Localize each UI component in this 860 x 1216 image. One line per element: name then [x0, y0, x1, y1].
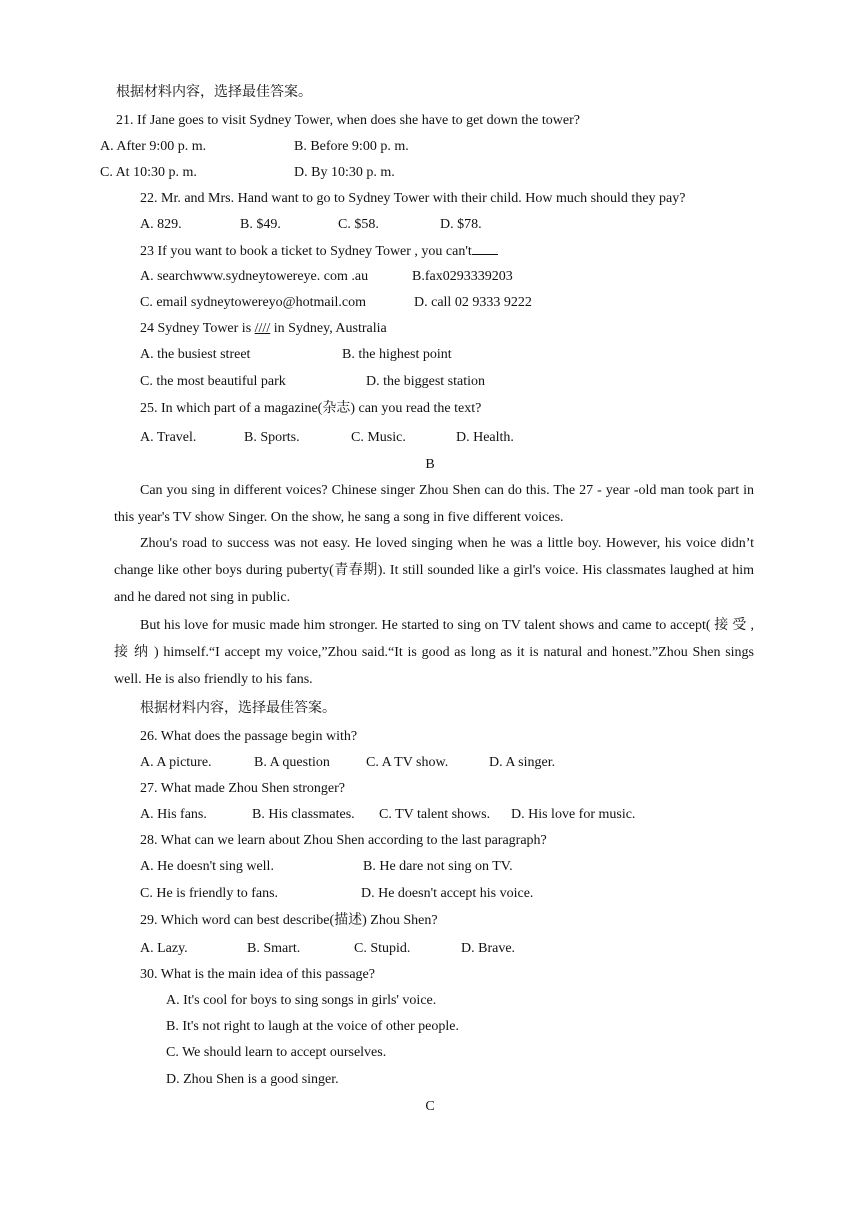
question-27-stem: 27. What made Zhou Shen stronger?: [140, 781, 346, 796]
question-25-option-d: D. Health.: [456, 430, 514, 445]
question-25-stem: 25. In which part of a magazine(杂志) can you read the text?: [140, 401, 482, 416]
question-28-option-b: B. He dare not sing on TV.: [363, 859, 513, 874]
instruction-b: 根据材料内容，选择最佳答案。: [140, 701, 336, 716]
question-24-blank: ////: [254, 321, 271, 336]
question-23-option-d: D. call 02 9333 9222: [414, 295, 532, 310]
question-23-option-c: C. email sydneytowereyo@hotmail.com: [140, 295, 366, 310]
answer-blank: [472, 242, 498, 255]
question-28-option-c: C. He is friendly to fans.: [140, 886, 279, 901]
question-30-stem: 30. What is the main idea of this passage?: [140, 967, 375, 982]
section-b-heading: B: [425, 457, 435, 472]
question-28-option-d: D. He doesn't accept his voice.: [361, 886, 534, 901]
question-25-option-b: B. Sports.: [244, 430, 300, 445]
question-24-stem-after: in Sydney, Australia: [270, 321, 387, 336]
instruction-a: 根据材料内容，选择最佳答案。: [116, 85, 312, 100]
question-27-option-c: C. TV talent shows.: [379, 807, 491, 822]
passage-paragraph-3-text: But his love for music made him stronger. He started to sing on TV talent shows and came to accept( 接 受 , 接 纳 ) himself.“I accept my voice,”Zhou said.“It is good as long as it is natural and honest.”Zhou Shen sings well. He is also friendly to his fans.: [114, 618, 754, 687]
question-29-option-d: D. Brave.: [461, 941, 516, 956]
question-21-stem: 21. If Jane goes to visit Sydney Tower, when does she have to get down the tower?: [116, 113, 580, 128]
passage-paragraph-1: [114, 477, 754, 531]
question-22-option-b: B. $49.: [240, 217, 281, 232]
question-30-option-c: C. We should learn to accept ourselves.: [166, 1045, 387, 1060]
question-29-option-b: B. Smart.: [247, 941, 301, 956]
question-29-option-c: C. Stupid.: [354, 941, 411, 956]
question-26-option-c: C. A TV show.: [366, 755, 449, 770]
question-24-stem-before: 24 Sydney Tower is: [140, 321, 255, 336]
question-21-option-c: C. At 10:30 p. m.: [100, 165, 197, 180]
question-28-stem: 28. What can we learn about Zhou Shen according to the last paragraph?: [140, 833, 547, 848]
question-24-option-c: C. the most beautiful park: [140, 374, 286, 389]
passage-paragraph-3: [114, 612, 754, 693]
passage-paragraph-2-text: Zhou's road to success was not easy. He loved singing when he was a little boy. However, his voice didn’t change like other boys during puberty(青春期). It still sounded like a girl's voice. His classmates laughed at him and he dared not sing in public.: [114, 536, 754, 605]
question-30-option-b: B. It's not right to laugh at the voice of other people.: [166, 1019, 459, 1034]
question-25-option-c: C. Music.: [351, 430, 406, 445]
question-24-option-d: D. the biggest station: [366, 374, 485, 389]
question-24-option-a: A. the busiest street: [140, 347, 251, 362]
section-c-heading: C: [425, 1099, 435, 1114]
question-26-option-d: D. A singer.: [489, 755, 556, 770]
passage-paragraph-2: [114, 530, 754, 611]
question-28-option-a: A. He doesn't sing well.: [140, 859, 274, 874]
question-30-option-d: D. Zhou Shen is a good singer.: [166, 1072, 339, 1087]
question-29-stem: 29. Which word can best describe(描述) Zhou Shen?: [140, 913, 438, 928]
question-27-option-a: A. His fans.: [140, 807, 207, 822]
question-23-option-a: A. searchwww.sydneytowereye. com .au: [140, 269, 369, 284]
question-25-option-a: A. Travel.: [140, 430, 197, 445]
question-21-option-b: B. Before 9:00 p. m.: [294, 139, 409, 154]
question-23-stem: [140, 242, 498, 261]
question-21-option-a: A. After 9:00 p. m.: [100, 139, 207, 154]
question-22-option-a: A. 829.: [140, 217, 182, 232]
question-24-stem: [140, 320, 387, 338]
question-23-option-b: B.fax0293339203: [412, 269, 513, 284]
question-21-option-d: D. By 10:30 p. m.: [294, 165, 395, 180]
question-30-option-a: A. It's cool for boys to sing songs in girls' voice.: [166, 993, 437, 1008]
question-26-option-b: B. A question: [254, 755, 330, 770]
question-26-stem: 26. What does the passage begin with?: [140, 729, 358, 744]
question-26-option-a: A. A picture.: [140, 755, 212, 770]
question-29-option-a: A. Lazy.: [140, 941, 188, 956]
passage-paragraph-1-text: Can you sing in different voices? Chinese singer Zhou Shen can do this. The 27 - year -old man took part in this year's TV show Singer. On the show, he sang a song in five different voices.: [114, 483, 754, 525]
question-22-option-c: C. $58.: [338, 217, 379, 232]
question-22-option-d: D. $78.: [440, 217, 482, 232]
question-23-stem-text: 23 If you want to book a ticket to Sydney Tower , you can't: [140, 244, 472, 259]
question-24-option-b: B. the highest point: [342, 347, 452, 362]
question-27-option-d: D. His love for music.: [511, 807, 636, 822]
question-27-option-b: B. His classmates.: [252, 807, 355, 822]
question-22-stem: 22. Mr. and Mrs. Hand want to go to Sydney Tower with their child. How much should they pay?: [140, 191, 686, 206]
